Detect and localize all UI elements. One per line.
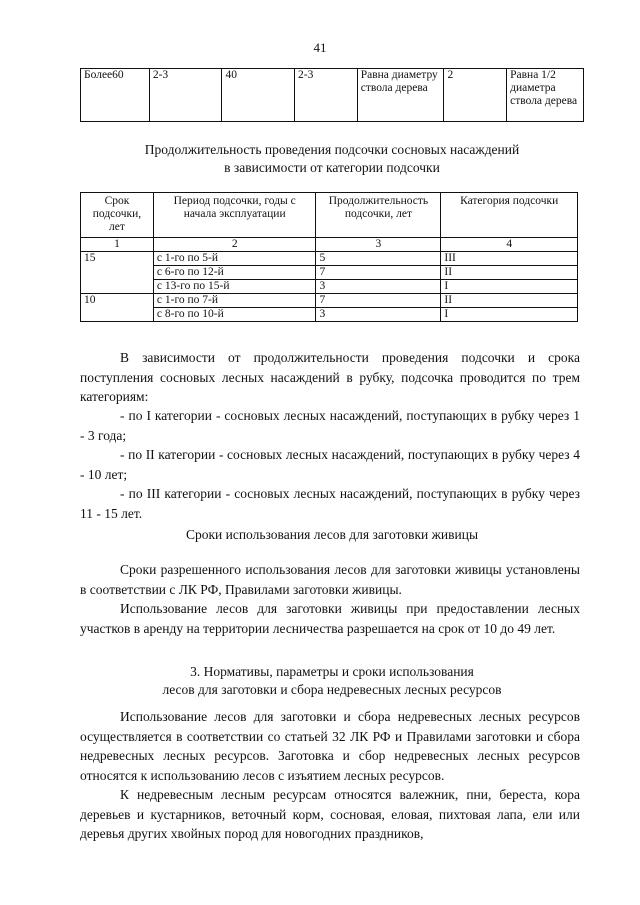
table-cell: 2-3 bbox=[295, 69, 358, 122]
table-row bbox=[81, 69, 584, 122]
table-cell: Равна диаметру ствола дерева bbox=[357, 69, 444, 122]
column-number: 4 bbox=[441, 238, 578, 252]
term-cell: 15 bbox=[81, 252, 154, 294]
category-cell: I bbox=[441, 280, 578, 294]
section-title-resin-terms: Сроки использования лесов для заготовки живицы bbox=[185, 527, 479, 542]
period-cell: с 1-го по 7-й bbox=[153, 294, 316, 308]
period-cell: с 6-го по 12-й bbox=[153, 266, 316, 280]
category-cell: II bbox=[441, 266, 578, 280]
duration-cell: 3 bbox=[316, 308, 441, 322]
title-line: в зависимости от категории подсочки bbox=[224, 160, 440, 175]
paragraph-resin-terms: Сроки разрешенного использования лесов для заготовки живицы установлены в соответствии с ЛК РФ, Правилами заготовки живицы. bbox=[80, 562, 580, 597]
title-line: лесов для заготовки и сбора недревесных лесных ресурсов bbox=[162, 682, 502, 697]
table-cell: Равна 1/2 диаметра ствола дерева bbox=[507, 69, 584, 122]
paragraph-non-timber-usage: Использование лесов для заготовки и сбора недревесных лесных ресурсов осуществляется в соответствии со статьей 32 ЛК РФ и Правилами заготовки и сбора недревесных лесных ресурсов. Заготовка и сбор недревесных лесных ресурсов относятся к использованию лесов с изъятием лесных ресурсов. bbox=[80, 709, 580, 783]
table-cell: 2 bbox=[444, 69, 507, 122]
duration-cell: 7 bbox=[316, 294, 441, 308]
title-line: 3. Нормативы, параметры и сроки использования bbox=[190, 664, 474, 679]
title-line: Продолжительность проведения подсочки сосновых насаждений bbox=[144, 142, 520, 157]
table-row bbox=[81, 308, 578, 322]
period-cell: с 8-го по 10-й bbox=[153, 308, 316, 322]
category-cell: I bbox=[441, 308, 578, 322]
category-cell: II bbox=[441, 294, 578, 308]
paragraph-category-1: - по I категории - сосновых лесных насаждений, поступающих в рубку через 1 - 3 года; bbox=[80, 408, 580, 443]
table-header-row bbox=[81, 193, 578, 238]
table-row bbox=[81, 280, 578, 294]
page-number: 41 bbox=[313, 40, 327, 55]
header-period: Период подсочки, годы с начала эксплуатации bbox=[153, 193, 316, 238]
table-cell: 2-3 bbox=[149, 69, 222, 122]
category-cell: III bbox=[441, 252, 578, 266]
section-title-tapping-duration bbox=[80, 141, 584, 177]
header-duration: Продолжительность подсочки, лет bbox=[316, 193, 441, 238]
table-row bbox=[81, 252, 578, 266]
column-number: 3 bbox=[316, 238, 441, 252]
paragraph-categories-intro: В зависимости от продолжительности проведения подсочки и срока поступления сосновых лесных насаждений в рубку, подсочка проводится по трем категориям: bbox=[80, 350, 580, 404]
period-cell: с 1-го по 5-й bbox=[153, 252, 316, 266]
table-row bbox=[81, 294, 578, 308]
duration-cell: 3 bbox=[316, 280, 441, 294]
term-cell: 10 bbox=[81, 294, 154, 322]
tapping-period-table bbox=[80, 192, 578, 322]
column-number: 1 bbox=[81, 238, 154, 252]
top-table bbox=[80, 68, 584, 122]
table-cell: 40 bbox=[222, 69, 295, 122]
column-number: 2 bbox=[153, 238, 316, 252]
paragraph-category-3: - по III категории - сосновых лесных насаждений, поступающих в рубку через 11 - 15 лет. bbox=[80, 486, 580, 521]
table-number-row bbox=[81, 238, 578, 252]
table-cell: Более60 bbox=[81, 69, 150, 122]
paragraph-category-2: - по II категории - сосновых лесных насаждений, поступающих в рубку через 4 - 10 лет; bbox=[80, 447, 580, 482]
table-row bbox=[81, 266, 578, 280]
section-title-non-timber bbox=[80, 663, 584, 699]
paragraph-resin-lease: Использование лесов для заготовки живицы при предоставлении лесных участков в аренду на территории лесничества разрешается на срок от 10 до 49 лет. bbox=[80, 601, 580, 636]
header-term: Срок подсочки, лет bbox=[81, 193, 154, 238]
header-category: Категория подсочки bbox=[441, 193, 578, 238]
paragraph-non-timber-list: К недревесным лесным ресурсам относятся валежник, пни, береста, кора деревьев и кустарников, веточный корм, сосновая, еловая, пихтовая лапа, ели или деревья других хвойных пород для новогодних праздников, bbox=[80, 787, 580, 841]
duration-cell: 7 bbox=[316, 266, 441, 280]
period-cell: с 13-го по 15-й bbox=[153, 280, 316, 294]
duration-cell: 5 bbox=[316, 252, 441, 266]
